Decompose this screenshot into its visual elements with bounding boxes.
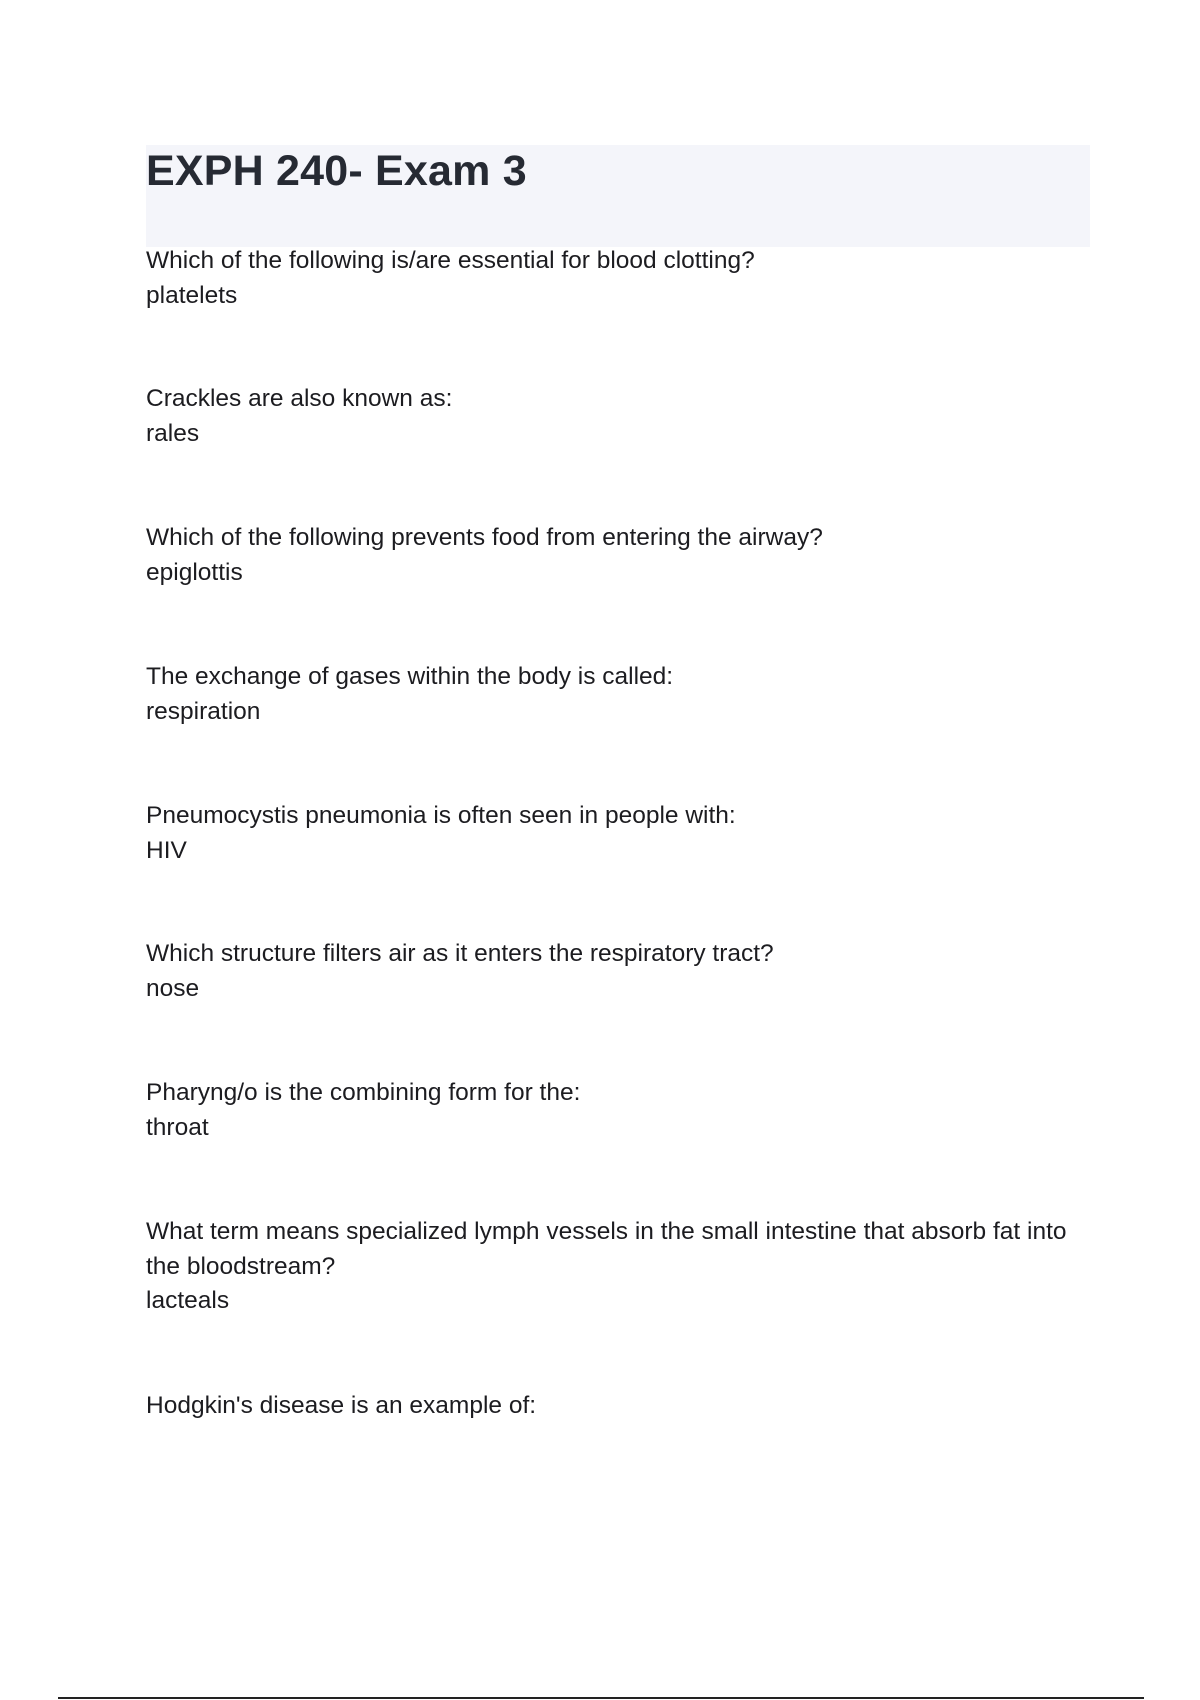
qa-item [146,660,1096,729]
answer-text: epiglottis [146,558,243,586]
qa-item [146,937,1096,1006]
answer-text: rales [146,419,200,447]
qa-item [146,1215,1096,1319]
qa-item [146,521,1096,590]
question-text: Hodgkin's disease is an example of: [146,1392,537,1419]
question-text: Crackles are also known as: [146,385,453,412]
answer-text: lacteals [146,1287,230,1314]
question-text: Pharyng/o is the combining form for the: [146,1079,581,1106]
qa-item [146,244,1096,313]
answer-text: nose [146,974,200,1002]
question-text: Which of the following is/are essential for blood clotting? [146,247,755,274]
question-text: Which of the following prevents food from entering the airway? [146,524,823,551]
answer-text: respiration [146,697,261,725]
question-text: Which structure filters air as it enters the respiratory tract? [146,940,774,967]
answer-text: throat [146,1113,209,1141]
question-text: What term means specialized lymph vessels in the small intestine that absorb fat into the bloodstream? [146,1218,1067,1280]
page-title: EXPH 240- Exam 3 [146,147,527,195]
qa-item [146,799,1096,868]
answer-text: platelets [146,281,238,309]
page-bottom-rule [58,1697,1144,1699]
answer-text: HIV [146,836,187,864]
qa-item [146,382,1096,451]
qa-item [146,1389,1096,1424]
question-text: Pneumocystis pneumonia is often seen in people with: [146,802,736,829]
qa-item [146,1076,1096,1145]
question-text: The exchange of gases within the body is called: [146,663,674,690]
